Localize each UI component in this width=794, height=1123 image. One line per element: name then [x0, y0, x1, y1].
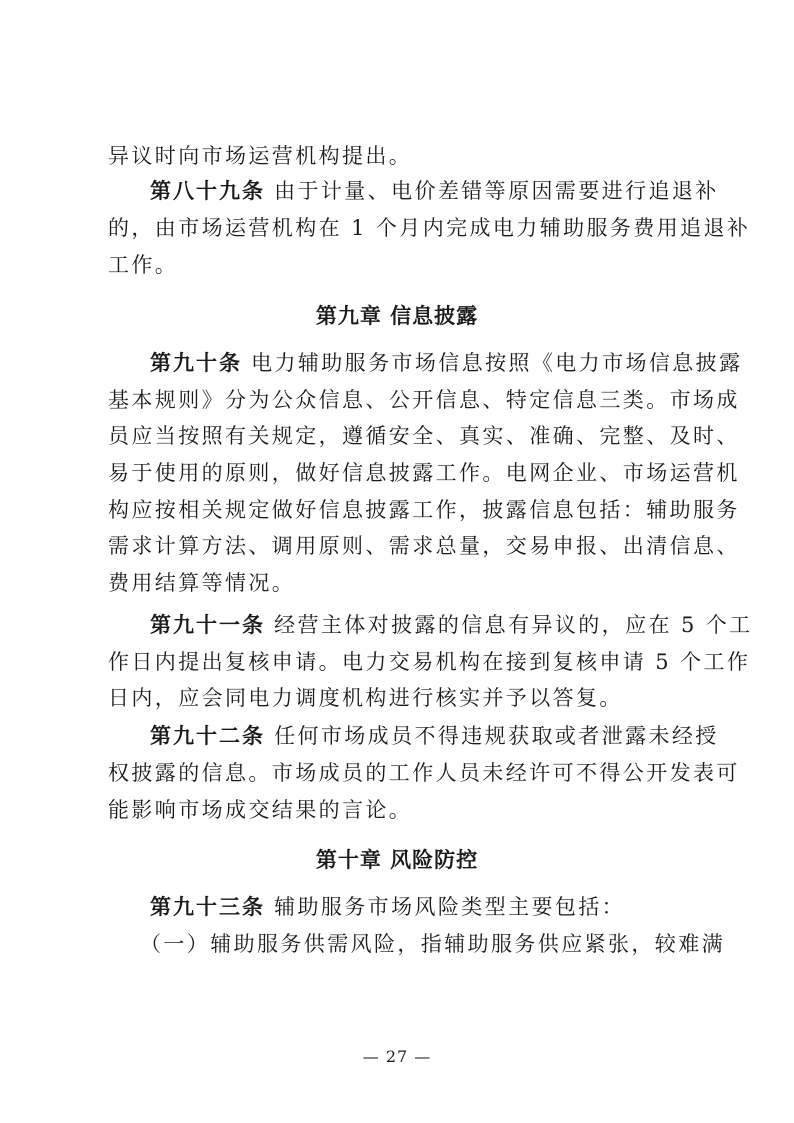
article-92-first-line — [150, 721, 719, 751]
list-item-1: （一）辅助服务供需风险，指辅助服务供应紧张，较难满 — [140, 932, 725, 956]
text-line: 易于使用的原则，做好信息披露工作。电网企业、市场运营机 — [108, 461, 740, 485]
article-90-first-line — [150, 348, 742, 378]
article-92-text: 任何市场成员不得违规获取或者泄露未经授 — [265, 724, 719, 748]
text-line: 基本规则》分为公众信息、公开信息、特定信息三类。市场成 — [108, 388, 740, 412]
article-93-first-line — [150, 892, 625, 922]
chapter-9-heading: 第九章 信息披露 — [315, 304, 479, 328]
page-number: — 27 — — [362, 1047, 432, 1066]
article-91-text: 经营主体对披露的信息有异议的，应在 5 个工 — [265, 613, 753, 637]
article-90-label: 第九十条 — [150, 351, 242, 375]
text-line: 能影响市场成交结果的言论。 — [108, 798, 413, 822]
text-line: 日内，应会同电力调度机构进行核实并予以答复。 — [108, 686, 623, 710]
text-line: 异议时向市场运营机构提出。 — [108, 144, 413, 168]
article-92-label: 第九十二条 — [150, 724, 265, 748]
text-line: 员应当按照有关规定，遵循安全、真实、准确、完整、及时、 — [108, 424, 740, 448]
text-line: 构应按相关规定做好信息披露工作，披露信息包括：辅助服务 — [108, 498, 740, 522]
text-line: 费用结算等情况。 — [108, 571, 296, 595]
article-93-text: 辅助服务市场风险类型主要包括： — [265, 895, 626, 919]
article-89-text: 由于计量、电价差错等原因需要进行追退补 — [265, 179, 719, 203]
article-91-first-line — [150, 610, 753, 640]
chapter-10-heading: 第十章 风险防控 — [315, 848, 479, 872]
article-89-first-line — [150, 176, 719, 206]
article-91-label: 第九十一条 — [150, 613, 265, 637]
article-89-label: 第八十九条 — [150, 179, 265, 203]
text-line: 的，由市场运营机构在 1 个月内完成电力辅助服务费用追退补 — [108, 216, 751, 240]
text-line: 作日内提出复核申请。电力交易机构在接到复核申请 5 个工作 — [108, 650, 751, 674]
article-90-text: 电力辅助服务市场信息按照《电力市场信息披露 — [242, 351, 743, 375]
text-line: 工作。 — [108, 253, 179, 277]
text-line: 权披露的信息。市场成员的工作人员未经许可不得公开发表可 — [108, 761, 740, 785]
article-93-label: 第九十三条 — [150, 895, 265, 919]
text-line: 需求计算方法、调用原则、需求总量，交易申报、出清信息、 — [108, 534, 740, 558]
